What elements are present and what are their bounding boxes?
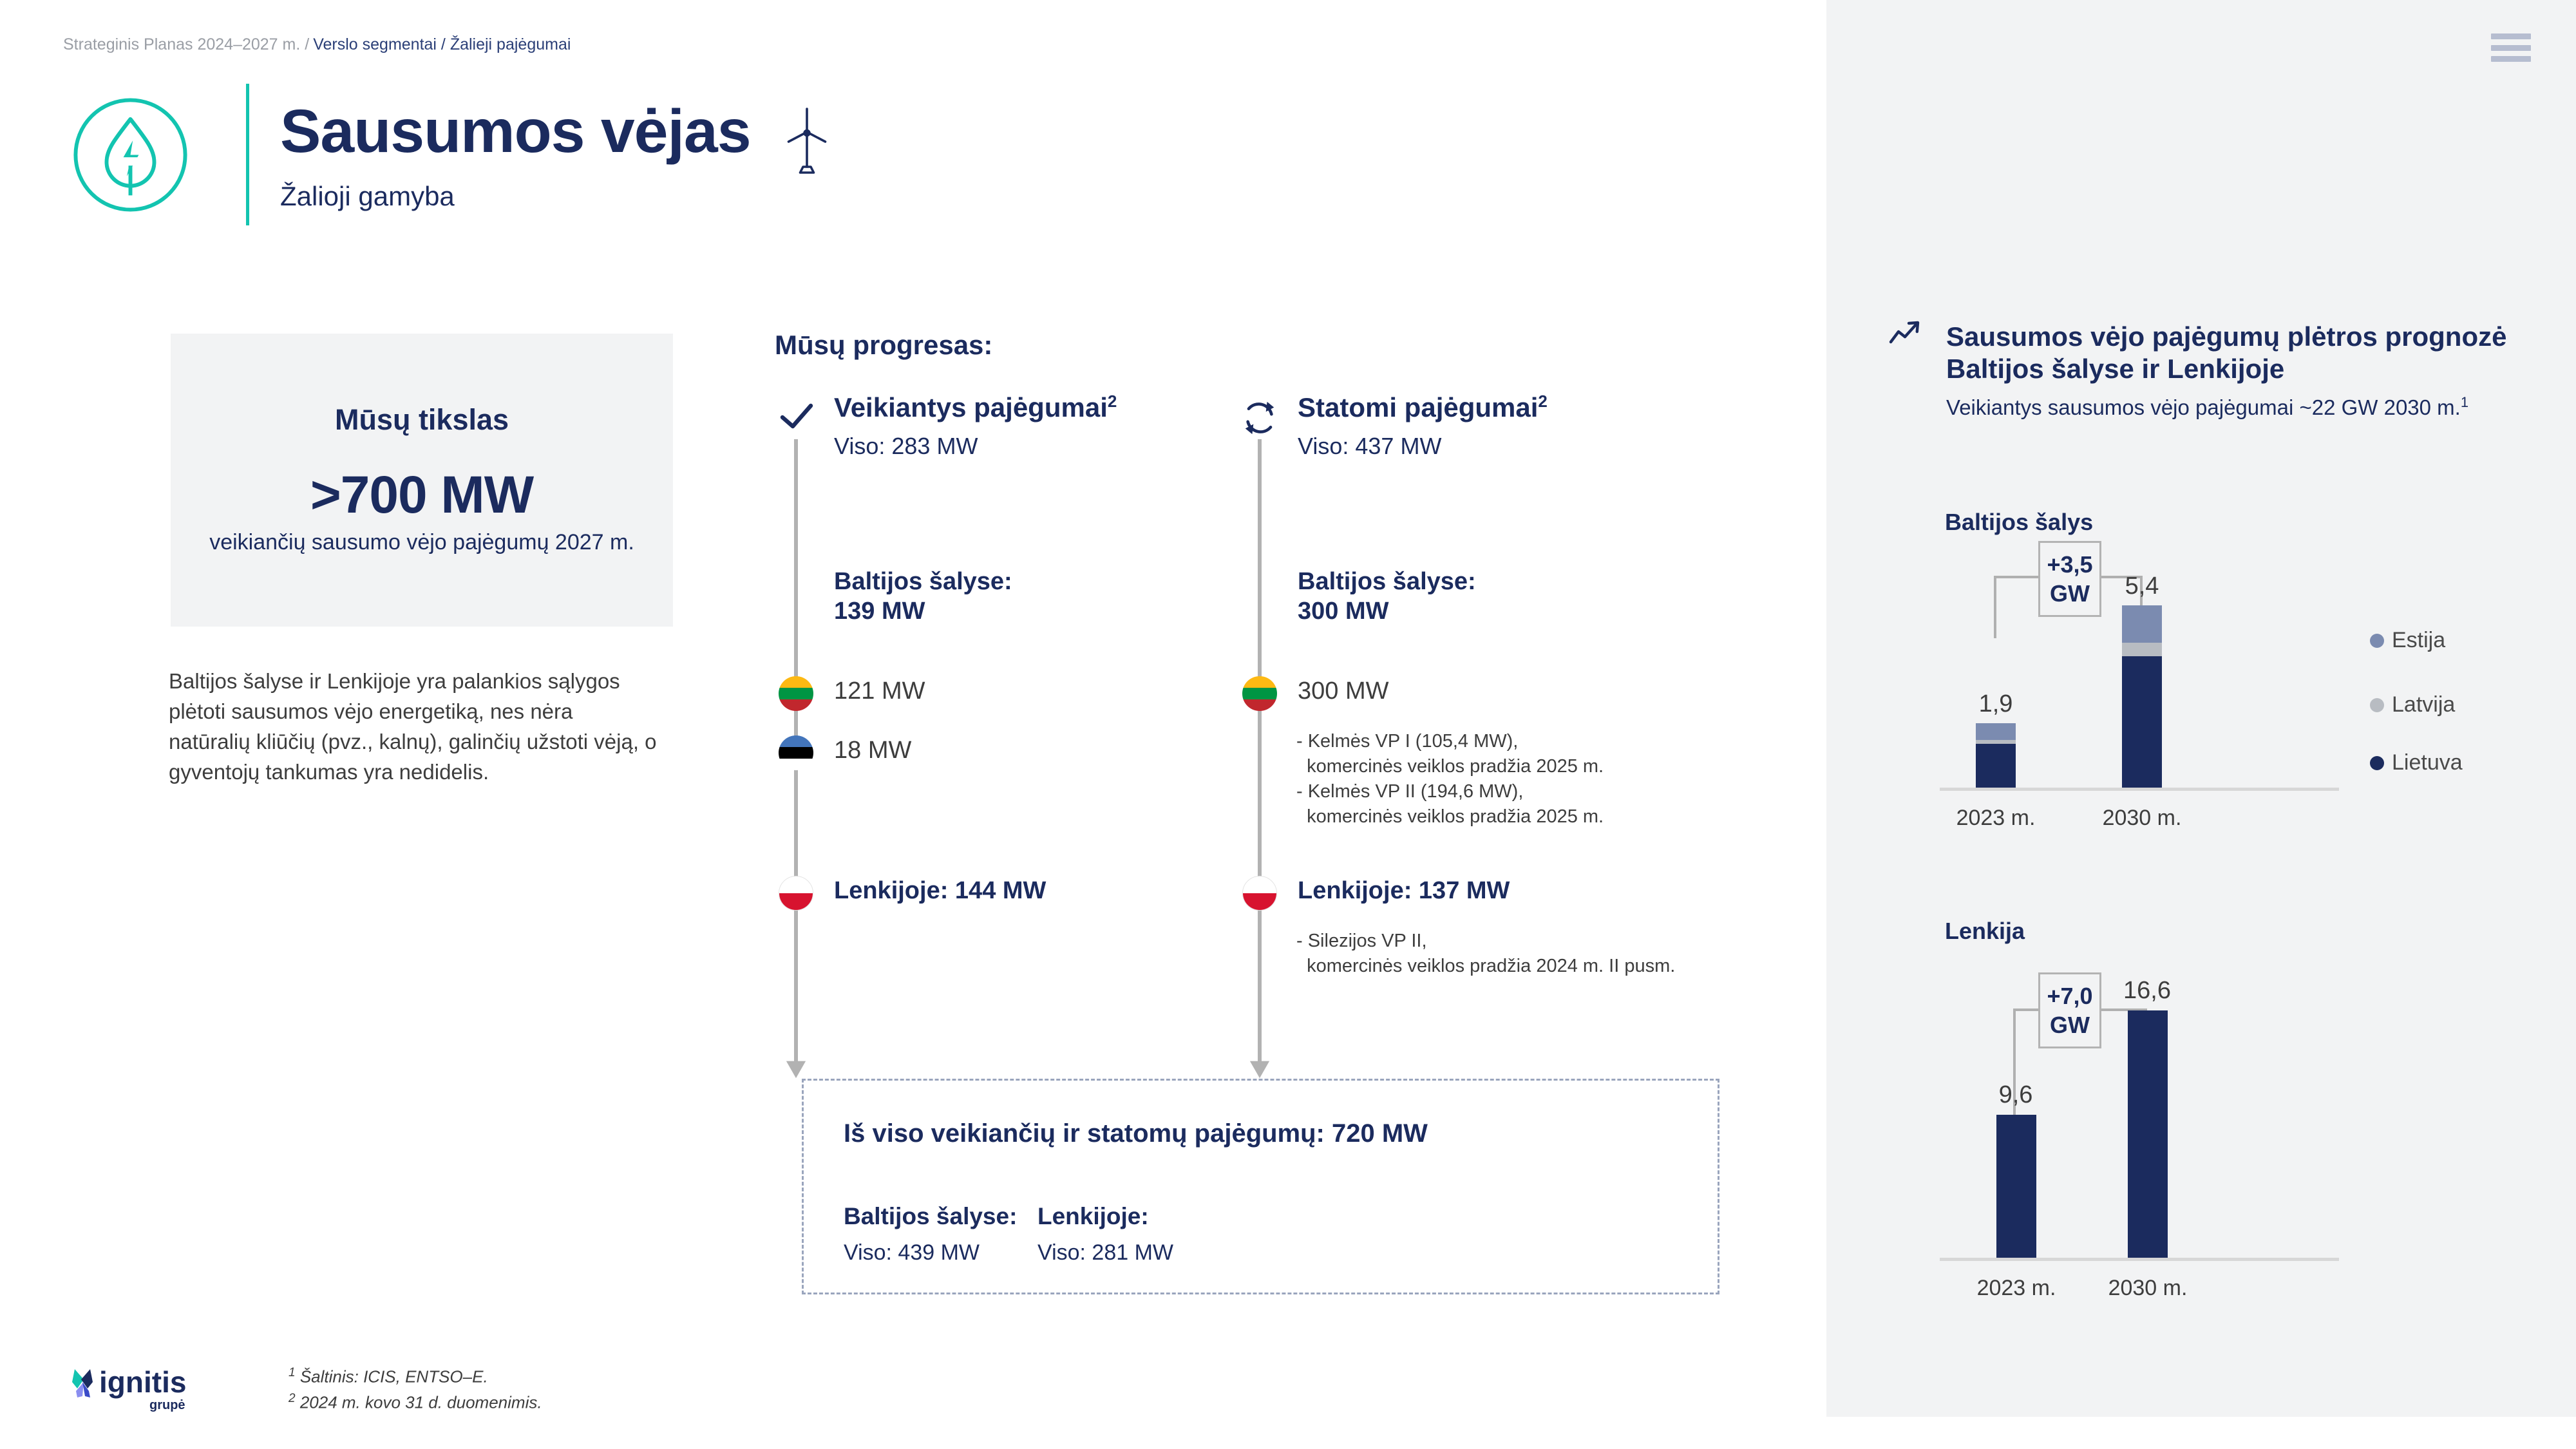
footnote-1 (289, 1364, 542, 1390)
summary-item-value: Viso: 281 MW (1037, 1240, 1174, 1265)
breadcrumb-parent[interactable]: Strateginis Planas 2024–2027 m. / (63, 35, 310, 53)
baltic-region-label: Baltijos šalyse: (1298, 568, 1476, 595)
bar-total-label-2030: 5,4 (2125, 573, 2159, 600)
check-icon (776, 399, 817, 435)
footnote-marker: 1 (289, 1366, 296, 1379)
legend-dot-icon (2370, 698, 2384, 712)
trend-up-icon (1888, 319, 1922, 347)
summary-item-value: Viso: 439 MW (844, 1240, 980, 1265)
bar-segment-estija (2122, 605, 2162, 643)
bar-2030 (2122, 605, 2162, 788)
panel-title: Sausumos vėjo pajėgumų plėtros prognozė Baltijos šalyse ir Lenkijoje (1946, 321, 2507, 384)
page-title: Sausumos vėjas (280, 97, 751, 166)
poland-title: Lenkijoje: 144 MW (834, 877, 1046, 904)
baltic-region-value: 300 MW (1298, 598, 1389, 625)
ignitis-logo (71, 1359, 219, 1423)
delta-unit: GW (2050, 580, 2090, 607)
column-title-text: Veikiantys pajėgumai (834, 392, 1108, 422)
goal-label: Mūsų tikslas (334, 403, 509, 437)
svg-text:ignitis: ignitis (99, 1365, 187, 1399)
bullet-line: komercinės veiklos pradžia 2024 m. II pusm. (1296, 956, 1676, 977)
bullet-line: komercinės veiklos pradžia 2025 m. (1296, 756, 1604, 777)
goal-description: veikiančių sausumo vėjo pajėgumų 2027 m. (209, 530, 634, 555)
legend-item-latvija (2370, 692, 2455, 717)
flag-value-lithuania: 121 MW (834, 677, 925, 705)
summary-item-label: Baltijos šalyse: (844, 1203, 1018, 1229)
bullet-line: - Kelmės VP II (194,6 MW), (1296, 781, 1524, 802)
hamburger-menu-icon[interactable] (2491, 33, 2531, 62)
wind-turbine-icon (778, 103, 836, 184)
column-title (834, 392, 1117, 423)
legend-label: Estija (2392, 628, 2446, 652)
legend-dot-icon (2370, 634, 2384, 648)
column-total: Viso: 283 MW (834, 433, 978, 459)
page-subtitle: Žalioji gamyba (280, 180, 455, 211)
flag-poland-icon (1242, 876, 1277, 911)
title-accent-divider (246, 84, 249, 225)
column-title-text: Statomi pajėgumai (1298, 392, 1539, 422)
column-total: Viso: 437 MW (1298, 433, 1442, 459)
category-label-2023: 2023 m. (1956, 806, 2036, 830)
legend-label: Lietuva (2392, 750, 2463, 775)
summary-item-label: Lenkijoje: (1037, 1203, 1149, 1229)
baltic-region-value: 139 MW (834, 598, 925, 625)
flag-lithuania-icon (1242, 676, 1277, 711)
legend-dot-icon (2370, 756, 2384, 770)
bar-total-label-2023: 1,9 (1978, 690, 2013, 717)
breadcrumb-current[interactable]: Verslo segmentai / Žalieji pajėgumai (313, 35, 571, 53)
poland-bullet-list (1296, 929, 1675, 979)
column-title-footnote: 2 (1538, 392, 1548, 411)
chart-title: Baltijos šalys (1945, 509, 2094, 535)
footnote-text: Šaltinis: ICIS, ENTSO–E. (299, 1367, 488, 1387)
chart-title: Lenkija (1945, 918, 2025, 944)
delta-unit: GW (2050, 1012, 2090, 1038)
goal-note-text: Baltijos šalyse ir Lenkijoje yra palankios sąlygos plėtoti sausumos vėjo energetiką, nes nėra natūralių kliūčių (pvz., kalnų), galinčių užstoti vėją, o gyventojų tankumas yra nedidelis. (169, 669, 657, 784)
bar-2023 (1996, 1115, 2036, 1258)
bar-segment-lietuva (2122, 656, 2162, 788)
breadcrumb (63, 35, 571, 54)
construction-bullet-list (1296, 729, 1604, 830)
chart-baltic-states (1919, 509, 2550, 837)
timeline-arrow-icon (784, 1057, 808, 1079)
bullet-line: komercinės veiklos pradžia 2025 m. (1296, 806, 1604, 828)
flag-poland-icon (779, 876, 813, 911)
chart-poland (1919, 918, 2550, 1307)
category-label-2023: 2023 m. (1976, 1276, 2056, 1300)
timeline-arrow-icon (1247, 1057, 1272, 1079)
legend-label: Latvija (2392, 692, 2456, 717)
flag-estonia-icon (779, 735, 813, 770)
panel-subtitle (1946, 394, 2552, 420)
footnote-marker: 2 (289, 1391, 296, 1405)
summary-box (802, 1079, 1719, 1294)
recycle-icon (1240, 399, 1281, 435)
goal-value: >700 MW (310, 466, 534, 525)
bar-2030 (2128, 1010, 2168, 1258)
summary-item-baltics (844, 1203, 1017, 1265)
legend-item-estija (2370, 628, 2445, 653)
bar-segment-lietuva (1976, 744, 2016, 788)
goal-card (171, 334, 673, 627)
baltic-region-label: Baltijos šalyse: (834, 568, 1012, 595)
progress-heading: Mūsų progresas: (775, 330, 993, 360)
baltic-region-block (1298, 567, 1476, 627)
timeline-axis (1258, 439, 1262, 1064)
flag-value-estonia: 18 MW (834, 737, 912, 764)
bar-total-label-2023: 9,6 (1998, 1081, 2033, 1108)
svg-text:grupė: grupė (149, 1398, 185, 1412)
delta-value: +7,0 (2047, 983, 2093, 1009)
panel-subtitle-text: Veikiantys sausumos vėjo pajėgumai ~22 GW 2030 m. (1946, 395, 2461, 419)
hamburger-bar (2491, 33, 2531, 39)
footnotes (289, 1364, 542, 1415)
bullet-line: - Kelmės VP I (105,4 MW), (1296, 731, 1519, 752)
poland-title: Lenkijoje: 137 MW (1298, 877, 1510, 904)
footnote-2 (289, 1390, 542, 1416)
bar-2023 (1976, 723, 2016, 788)
footnote-text: 2024 m. kovo 31 d. duomenimis. (299, 1392, 542, 1412)
panel-subtitle-footnote: 1 (2460, 394, 2469, 410)
bullet-line: - Silezijos VP II, (1296, 931, 1427, 951)
flag-lithuania-icon (779, 676, 813, 711)
delta-value: +3,5 (2047, 551, 2093, 578)
hamburger-bar (2491, 56, 2531, 62)
bar-total-label-2030: 16,6 (2123, 977, 2171, 1004)
bar-segment-estija (1976, 723, 2016, 740)
hamburger-bar (2491, 45, 2531, 51)
green-leaf-energy-icon (71, 95, 190, 214)
column-title (1298, 392, 1548, 423)
flag-value-lithuania: 300 MW (1298, 677, 1389, 705)
column-title-footnote: 2 (1107, 392, 1117, 411)
summary-title: Iš viso veikiančių ir statomų pajėgumų: 720 MW (844, 1119, 1428, 1148)
category-label-2030: 2030 m. (2102, 806, 2182, 830)
summary-item-poland (1037, 1203, 1173, 1265)
bar-segment-latvija (2122, 643, 2162, 656)
category-label-2030: 2030 m. (2108, 1276, 2188, 1300)
delta-badge (2038, 972, 2101, 1048)
baltic-region-block (834, 567, 1012, 627)
legend-item-lietuva (2370, 750, 2463, 775)
